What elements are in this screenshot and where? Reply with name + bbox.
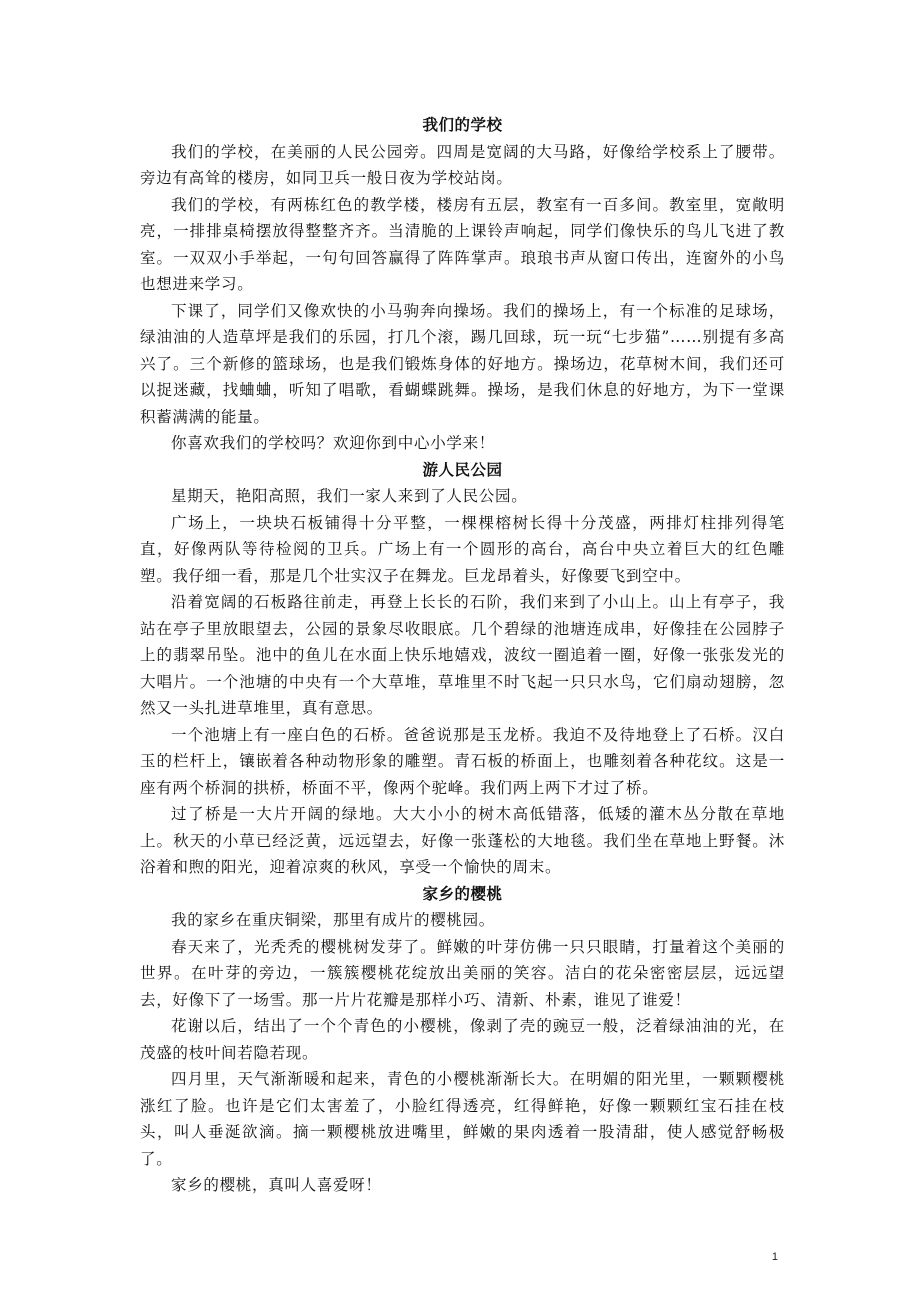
paragraph: 下课了，同学们又像欢快的小马驹奔向操场。我们的操场上，有一个标准的足球场，绿油油的人造草坪是我们的乐园，打几个滚，踢几回球，玩一玩“七步猫”……别提有多高兴了。三个新修的篮球场，也是我们锻炼身体的好地方。操场边，花草树木间，我们还可以捉迷藏，找蛐蛐，听知了唱歌，看蝴蝶跳舞。操场，是我们休息的好地方，为下一堂课积蓄满满的能量。 — [140, 301, 785, 426]
paragraph: 沿着宽阔的石板路往前走，再登上长长的石阶，我们来到了小山上。山上有亭子，我站在亭子里放眼望去，公园的景象尽收眼底。几个碧绿的池塘连成串，好像挂在公园脖子上的翡翠吊坠。池中的鱼儿在水面上快乐地嬉戏，波纹一圈追着一圈，好像一张张发光的大唱片。一个池塘的中央有一个大草堆，草堆里不时飞起一只只水鸟，它们扇动翅膀，忽然又一头扎进草堆里，真有意思。 — [140, 593, 785, 717]
paragraph: 我们的学校，有两栋红色的教学楼，楼房有五层，教室有一百多间。教室里，宽敞明亮，一排排桌椅摆放得整整齐齐。当清脆的上课铃声响起，同学们像快乐的鸟儿飞进了教室。一双双小手举起，一句句回答赢得了阵阵掌声。琅琅书声从窗口传出，连窗外的小鸟也想进来学习。 — [140, 195, 785, 293]
paragraph: 星期天，艳阳高照，我们一家人来到了人民公园。 — [171, 487, 528, 505]
paragraph: 过了桥是一大片开阔的绿地。大大小小的树木高低错落，低矮的灌木丛分散在草地上。秋天的小草已经泛黄，远远望去，好像一张蓬松的大地毯。我们坐在草地上野餐。沐浴着和煦的阳光，迎着凉爽的秋风，享受一个愉快的周末。 — [140, 805, 785, 876]
paragraph: 一个池塘上有一座白色的石桥。爸爸说那是玉龙桥。我迫不及待地登上了石桥。汉白玉的栏杆上，镶嵌着各种动物形象的雕塑。青石板的桥面上，也雕刻着各种花纹。这是一座有两个桥洞的拱桥，桥面不平，像两个驼峰。我们两上两下才过了桥。 — [140, 725, 785, 797]
essay-title: 游人民公园 — [422, 460, 503, 479]
paragraph: 我们的学校，在美丽的人民公园旁。四周是宽阔的大马路，好像给学校系上了腰带。旁边有高耸的楼房，如同卫兵一般日夜为学校站岗。 — [140, 142, 785, 187]
essay-our-school — [140, 112, 785, 457]
essay-hometown-cherries — [140, 881, 785, 1199]
paragraph: 你喜欢我们的学校吗？欢迎你到中心小学来！ — [171, 434, 496, 452]
paragraph: 家乡的樱桃，真叫人喜爱呀！ — [171, 1176, 382, 1194]
document-body — [140, 112, 785, 1199]
paragraph: 我的家乡在重庆铜梁，那里有成片的樱桃园。 — [171, 911, 496, 929]
paragraph: 广场上，一块块石板铺得十分平整，一棵棵榕树长得十分茂盛，两排灯柱排列得笔直，好像两队等待检阅的卫兵。广场上有一个圆形的高台，高台中央立着巨大的红色雕塑。我仔细一看，那是几个壮实汉子在舞龙。巨龙昂着头，好像要飞到空中。 — [140, 513, 785, 585]
essay-title: 我们的学校 — [422, 116, 503, 134]
essay-title: 家乡的樱桃 — [422, 884, 503, 903]
paragraph: 春天来了，光秃秃的樱桃树发芽了。鲜嫩的叶芽仿佛一只只眼睛，打量着这个美丽的世界。在叶芽的旁边，一簇簇樱桃花绽放出美丽的笑容。洁白的花朵密密层层，远远望去，好像下了一场雪。那一片片花瓣是那样小巧、清新、朴素，谁见了谁爱！ — [140, 937, 785, 1009]
page-number: 1 — [771, 1251, 778, 1263]
essay-peoples-park — [140, 457, 785, 881]
paragraph: 四月里，天气渐渐暖和起来，青色的小樱桃渐渐长大。在明媚的阳光里，一颗颗樱桃涨红了脸。也许是它们太害羞了，小脸红得透亮，红得鲜艳，好像一颗颗红宝石挂在枝头，叫人垂涎欲滴。摘一颗樱桃放进嘴里，鲜嫩的果肉透着一股清甜，使人感觉舒畅极了。 — [140, 1070, 785, 1168]
paragraph: 花谢以后，结出了一个个青色的小樱桃，像剥了壳的豌豆一般，泛着绿油油的光，在茂盛的枝叶间若隐若现。 — [140, 1017, 785, 1062]
